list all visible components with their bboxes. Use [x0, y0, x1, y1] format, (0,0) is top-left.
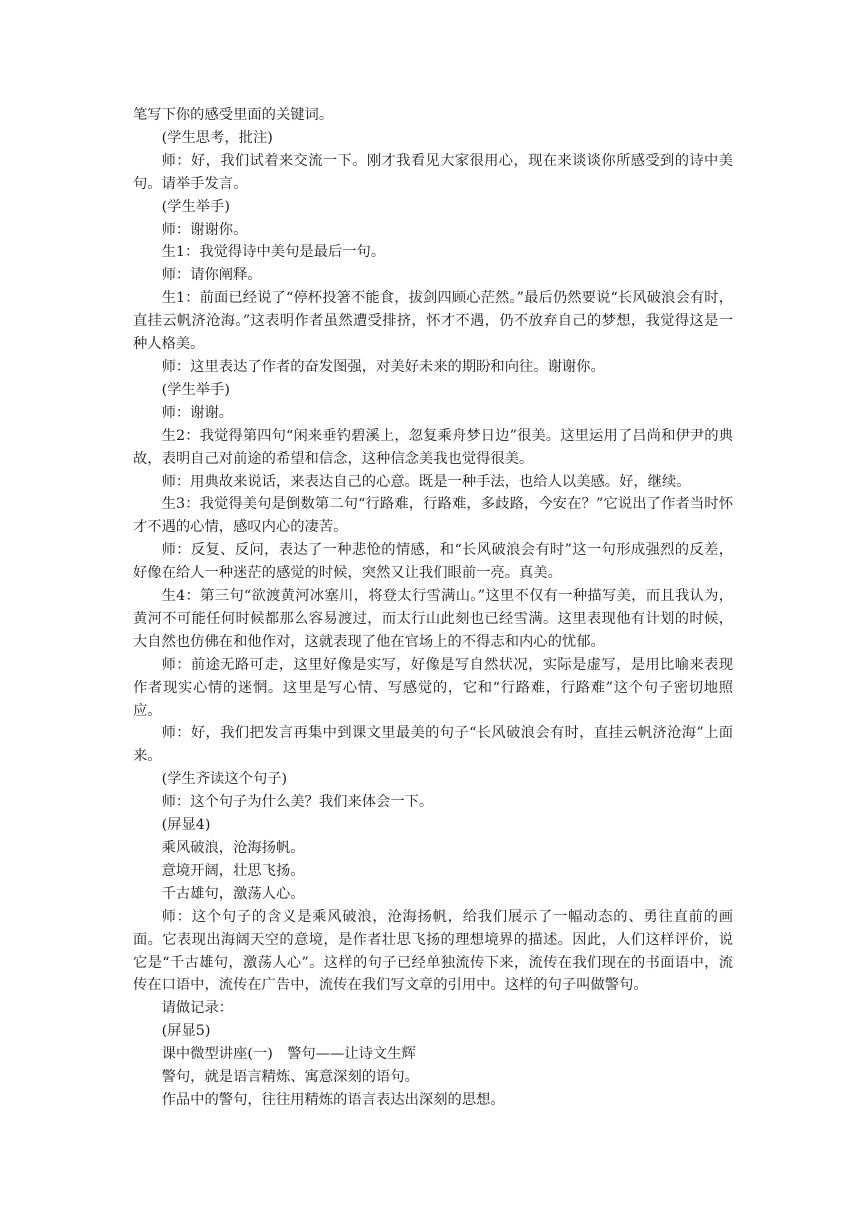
paragraph: (学生举手) — [161, 198, 230, 215]
paragraph: 生4：第三句“欲渡黄河冰塞川，将登太行雪满山。”这里不仅有一种描写美，而且我认为，黄河不可能任何时候都那么容易渡过，而太行山此刻也已经雪满。这里表现他有计划的时候，大自然也仿佛在和他作对，这就表现了他在官场上的不得志和内心的忧郁。 — [133, 588, 733, 650]
paragraph: (学生思考，批注) — [161, 129, 273, 146]
paragraph: 笔写下你的感受里面的关键词。 — [133, 107, 334, 123]
paragraph: 生2：我觉得第四句“闲来垂钓碧溪上，忽复乘舟梦日边”很美。这里运用了吕尚和伊尹的典故，表明自己对前途的希望和信念，这种信念美我也觉得很美。 — [133, 427, 733, 467]
paragraph: 师：请你阐释。 — [161, 267, 262, 284]
paragraph: 师：谢谢你。 — [161, 221, 248, 238]
paragraph: 师：这里表达了作者的奋发图强，对美好未来的期盼和向往。谢谢你。 — [161, 358, 605, 375]
paragraph: (学生举手) — [161, 381, 230, 398]
paragraph: 师：这个句子的含义是乘风破浪，沧海扬帆，给我们展示了一幅动态的、勇往直前的画面。它表现出海阔天空的意境，是作者壮思飞扬的理想境界的描述。因此，人们这样评价，说它是“千古雄句，激荡人心”。这样的句子已经单独流传下来，流传在我们现在的书面语中，流传在口语中，流传在广告中，流传在我们写文章的引用中。这样的句子叫做警句。 — [133, 908, 733, 994]
paragraph: 作品中的警句，往往用精炼的语言表达出深刻的思想。 — [161, 1091, 505, 1108]
paragraph: 师：前途无路可走，这里好像是实写，好像是写自然状况，实际是虚写，是用比喻来表现作者现实心情的迷惘。这里是写心情、写感觉的，它和“行路难，行路难”这个句子密切地照应。 — [133, 656, 733, 719]
paragraph: 请做记录： — [161, 1000, 234, 1017]
paragraph: 警句，就是语言精炼、寓意深刻的语句。 — [161, 1069, 419, 1086]
paragraph: 生1：前面已经说了“停杯投箸不能食，拔剑四顾心茫然。”最后仍然要说“长风破浪会有时，直挂云帆济沧海。”这表明作者虽然遭受排挤，怀才不遇，仍不放弃自己的梦想，我觉得这是一种人格美。 — [133, 290, 733, 353]
paragraph: 师：反复、反问，表达了一种悲怆的情感，和“长风破浪会有时”这一句形成强烈的反差，好像在给人一种迷茫的感觉的时候，突然又让我们眼前一亮。真美。 — [133, 542, 733, 582]
paragraph: (屏显4) — [161, 817, 211, 834]
paragraph: 师：谢谢。 — [161, 404, 234, 421]
document-page — [133, 104, 733, 1112]
paragraph: 师：用典故来说话，来表达自己的心意。既是一种手法，也给人以美感。好，继续。 — [161, 473, 691, 490]
paragraph: 乘风破浪，沧海扬帆。 — [161, 840, 305, 856]
paragraph: 生1：我觉得诗中美句是最后一句。 — [161, 244, 386, 261]
paragraph: 课中微型讲座(一) 警句——让诗文生辉 — [161, 1046, 416, 1063]
paragraph: 意境开阔，壮思飞扬。 — [161, 862, 305, 879]
paragraph: 师：好，我们试着来交流一下。刚才我看见大家很用心，现在来谈谈你所感受到的诗中美句。请举手发言。 — [133, 152, 733, 192]
paragraph: 生3：我觉得美句是倒数第二句“行路难，行路难，多歧路，今安在？”它说出了作者当时怀才不遇的心情，感叹内心的凄苦。 — [133, 496, 733, 536]
paragraph: 师：这个句子为什么美？我们来体会一下。 — [161, 794, 434, 811]
paragraph: 千古雄句，激荡人心。 — [161, 885, 305, 902]
paragraph: (屏显5) — [161, 1023, 211, 1040]
paragraph: (学生齐读这个句子) — [161, 771, 288, 788]
paragraph: 师：好，我们把发言再集中到课文里最美的句子“长风破浪会有时，直挂云帆济沧海”上面来。 — [133, 725, 733, 765]
